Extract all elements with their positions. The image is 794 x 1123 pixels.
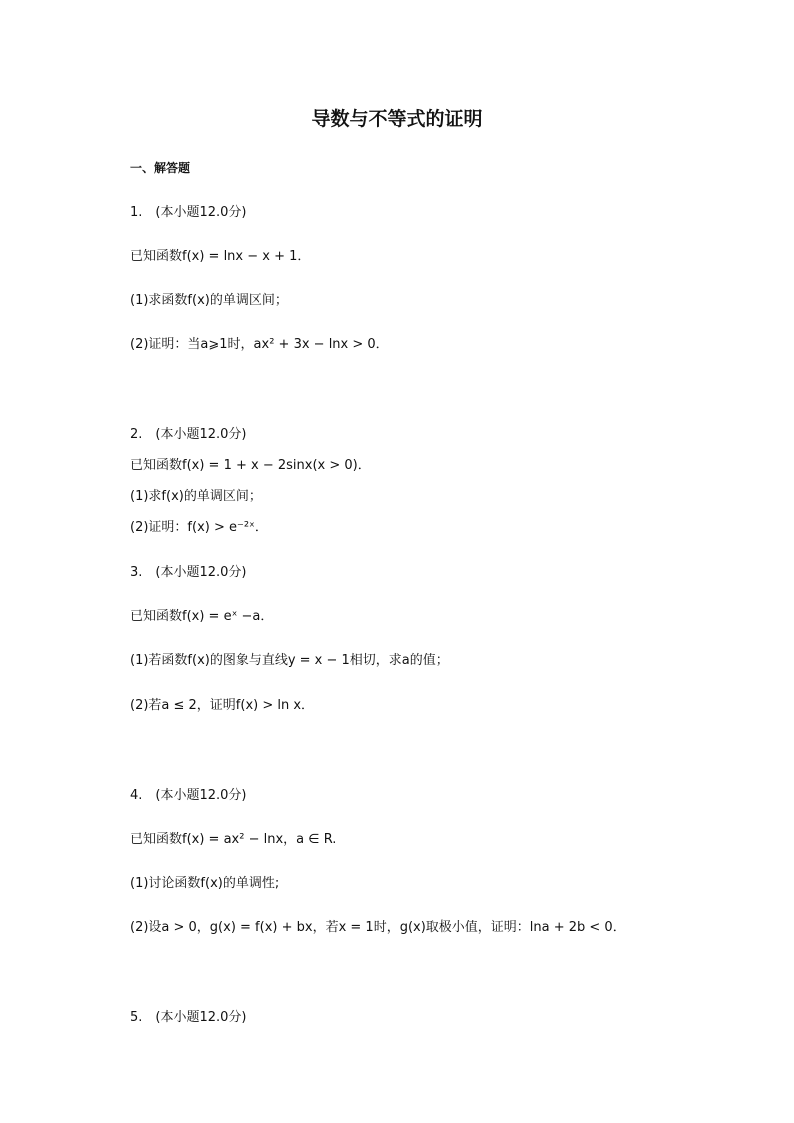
- question-4-part-2: (2)设a > 0，g(x) = f(x) + bx，若x = 1时，g(x)取极小值，证明：lna + 2b < 0．: [130, 920, 626, 935]
- question-4-header: 4. (本小题12.0分): [130, 788, 247, 803]
- question-1-part-2: (2)证明：当a⩾1时，ax² + 3x − lnx > 0．: [130, 337, 389, 352]
- question-2-stem: 已知函数f(x) = 1 + x − 2sinx(x > 0)．: [130, 458, 371, 473]
- section-heading: 一、解答题: [130, 161, 191, 175]
- question-2-part-1: (1)求f(x)的单调区间；: [130, 489, 262, 504]
- question-2-part-2: (2)证明：f(x) > e⁻²ˣ．: [130, 520, 268, 535]
- question-4-stem: 已知函数f(x) = ax² − lnx，a ∈ R.: [130, 832, 337, 847]
- question-3-header: 3. (本小题12.0分): [130, 565, 247, 580]
- question-3-part-1: (1)若函数f(x)的图象与直线y = x − 1相切，求a的值；: [130, 653, 449, 668]
- question-4-part-1: (1)讨论函数f(x)的单调性;: [130, 876, 280, 891]
- question-1-part-1: (1)求函数f(x)的单调区间；: [130, 293, 288, 308]
- document-title: 导数与不等式的证明: [311, 108, 483, 130]
- question-1-stem: 已知函数f(x) = lnx − x + 1．: [130, 249, 311, 264]
- question-2-header: 2. (本小题12.0分): [130, 427, 247, 442]
- question-1-header: 1. (本小题12.0分): [130, 205, 247, 220]
- question-3-part-2: (2)若a ≤ 2，证明f(x) > ln x．: [130, 698, 315, 713]
- question-5-header: 5. (本小题12.0分): [130, 1010, 247, 1025]
- question-3-stem: 已知函数f(x) = eˣ −a．: [130, 609, 274, 624]
